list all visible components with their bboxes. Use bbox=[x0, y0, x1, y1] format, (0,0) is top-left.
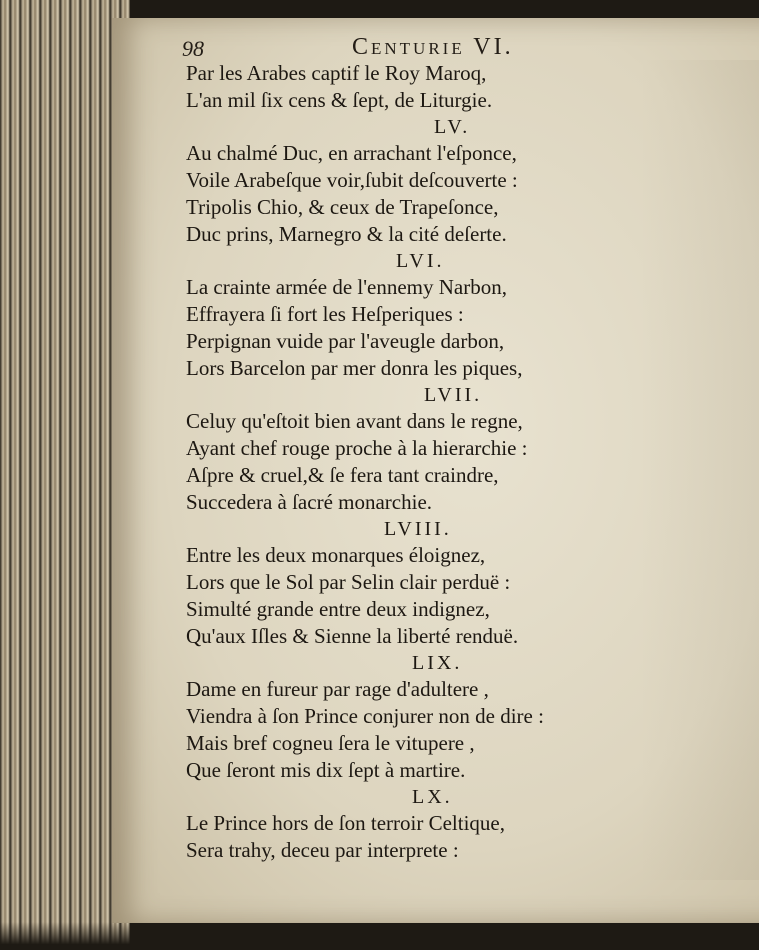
book-page-edges bbox=[0, 0, 130, 950]
quatrain-number: LVI. bbox=[396, 250, 445, 272]
verse-line: Voile Arabeſque voir,ſubit deſcouverte : bbox=[186, 168, 518, 192]
verse-line: Tripolis Chio, & ceux de Trapeſonce, bbox=[186, 195, 499, 219]
verse-line: L'an mil ſix cens & ſept, de Liturgie. bbox=[186, 88, 493, 112]
page-bottom-shadow bbox=[0, 922, 759, 950]
verse-line: Ayant chef rouge proche à la hierarchie : bbox=[186, 436, 528, 460]
show-through-text bbox=[639, 60, 759, 880]
verse-line: Lors que le Sol par Selin clair perduë : bbox=[186, 570, 511, 594]
quatrain-number: LX. bbox=[412, 786, 453, 808]
verse-line: Dame en fureur par rage d'adultere , bbox=[186, 677, 489, 701]
verse-line: Aſpre & cruel,& ſe fera tant craindre, bbox=[186, 463, 499, 487]
running-title: Centurie VI. bbox=[352, 34, 514, 60]
quatrain-number: LV. bbox=[434, 116, 471, 138]
verse-line: Celuy qu'eſtoit bien avant dans le regne, bbox=[186, 409, 523, 433]
verse-line: Qu'aux Iſles & Sienne la liberté renduë. bbox=[186, 624, 519, 648]
verse-line: La crainte armée de l'ennemy Narbon, bbox=[186, 275, 507, 299]
verse-line: Effrayera ſi fort les Heſperiques : bbox=[186, 302, 464, 326]
verse-line: Le Prince hors de ſon terroir Celtique, bbox=[186, 811, 505, 835]
verse-line: Duc prins, Marnegro & la cité deſerte. bbox=[186, 222, 507, 246]
verse-line: Au chalmé Duc, en arrachant l'eſponce, bbox=[186, 141, 517, 165]
verse-line: Entre les deux monarques éloignez, bbox=[186, 543, 486, 567]
verse-line: Sera trahy, deceu par interprete : bbox=[186, 838, 459, 862]
quatrain-number: LVII. bbox=[424, 384, 483, 406]
verse-line: Viendra à ſon Prince conjurer non de dire : bbox=[186, 704, 544, 728]
verse-line: Mais bref cogneu ſera le vitupere , bbox=[186, 731, 475, 755]
quatrain-number: LIX. bbox=[412, 652, 463, 674]
verse-line: Que ſeront mis dix ſept à martire. bbox=[186, 758, 466, 782]
verse-line: Perpignan vuide par l'aveugle darbon, bbox=[186, 329, 505, 353]
verse-line: Simulté grande entre deux indignez, bbox=[186, 597, 490, 621]
quatrain-text bbox=[186, 60, 656, 864]
page-number: 98 bbox=[182, 36, 204, 61]
quatrain-number: LVIII. bbox=[384, 518, 452, 540]
verse-line: Lors Barcelon par mer donra les piques, bbox=[186, 356, 523, 380]
verse-line: Par les Arabes captif le Roy Maroq, bbox=[186, 61, 487, 85]
verse-line: Succedera à ſacré monarchie. bbox=[186, 490, 433, 514]
